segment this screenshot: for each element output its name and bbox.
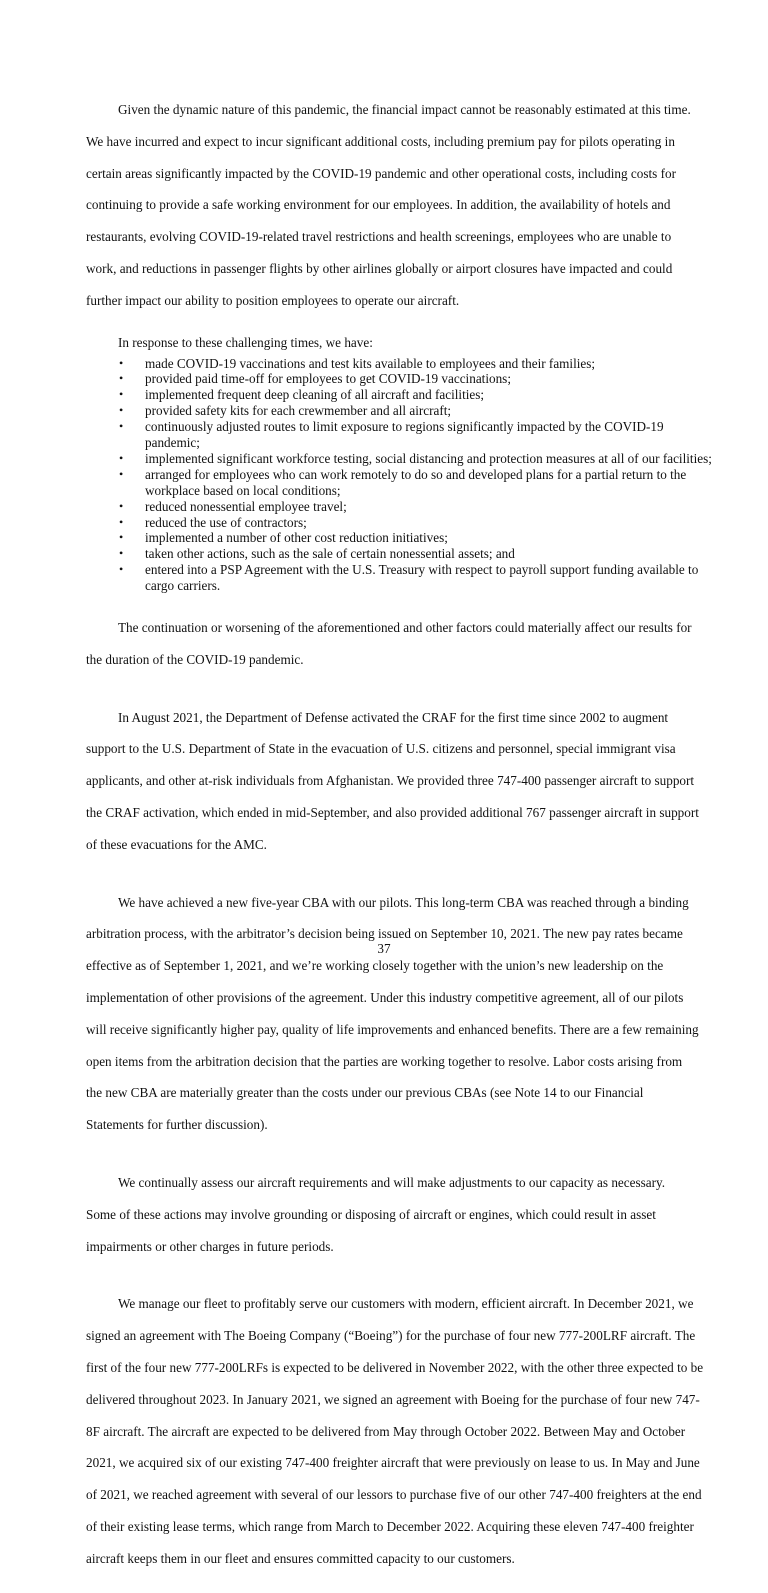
text-line: continuously adjusted routes to limit exposure to regions significantly impacted by the COVID-19 <box>145 419 664 435</box>
text-line: implemented frequent deep cleaning of all aircraft and facilities; <box>145 387 485 403</box>
bullet-icon: • <box>119 498 124 513</box>
response-bullet-list <box>86 355 712 595</box>
text-line: provided safety kits for each crewmember and all aircraft; <box>145 403 452 419</box>
bullet-icon: • <box>119 562 124 577</box>
text-line: entered into a PSP Agreement with the U.S. Treasury with respect to payroll support funding available to <box>145 562 699 578</box>
bullet-icon: • <box>119 450 124 465</box>
text-line: signed an agreement with The Boeing Company (“Boeing”) for the purchase of four new 777-200LRF aircraft. The <box>86 1328 696 1344</box>
bullet-icon: • <box>119 371 124 386</box>
paragraph-continuation <box>86 604 696 684</box>
paragraph-fleet-management <box>86 1280 704 1582</box>
bullet-icon: • <box>119 546 124 561</box>
text-line: implemented a number of other cost reduction initiatives; <box>145 530 448 546</box>
text-line: We have achieved a new five-year CBA with our pilots. This long-term CBA was reached through a binding <box>118 894 689 910</box>
text-line: open items from the arbitration decision that the parties are working together to resolve. Labor costs arising from <box>86 1053 683 1069</box>
page-number: 37 <box>377 941 391 956</box>
bullet-icon: • <box>119 355 124 370</box>
text-line: provided paid time-off for employees to get COVID-19 vaccinations; <box>145 371 511 387</box>
text-line: the new CBA are materially greater than the costs under our previous CBAs (see Note 14 to our Financial <box>86 1085 644 1101</box>
text-line: of their existing lease terms, which range from March to December 2022. Acquiring these eleven 747-400 freighter <box>86 1518 694 1534</box>
bullet-icon: • <box>119 419 124 434</box>
text-line: impairments or other charges in future periods. <box>86 1238 334 1254</box>
text-line: continuing to provide a safe working environment for our employees. In addition, the availability of hotels and <box>86 197 671 213</box>
text-line: further impact our ability to position employees to operate our aircraft. <box>86 292 460 308</box>
bullet-icon: • <box>119 387 124 402</box>
text-line: arbitration process, with the arbitrator’s decision being issued on September 10, 2021. The new pay rates became <box>86 926 683 942</box>
text-line: We manage our fleet to profitably serve our customers with modern, efficient aircraft. In December 2021, we <box>118 1296 694 1312</box>
list-item <box>86 515 696 531</box>
text-line: made COVID-19 vaccinations and test kits available to employees and their families; <box>145 355 596 371</box>
text-line: of these evacuations for the AMC. <box>86 836 267 852</box>
text-line: effective as of September 1, 2021, and we’re working closely together with the union’s new leadership on the <box>86 958 664 974</box>
text-line: In August 2021, the Department of Defense activated the CRAF for the first time since 2002 to augment <box>118 709 669 725</box>
paragraph-pilot-cba <box>86 879 699 1149</box>
text-line: work, and reductions in passenger flights by other airlines globally or airport closures have impacted and could <box>86 260 673 276</box>
text-line: arranged for employees who can work remotely to do so and developed plans for a partial return to the <box>145 466 687 482</box>
bullet-list-intro: In response to these challenging times, we have: <box>118 334 373 350</box>
text-line: Given the dynamic nature of this pandemic, the financial impact cannot be reasonably estimated at this time. <box>118 101 691 117</box>
text-line: will receive significantly higher pay, quality of life improvements and enhanced benefits. There are a few remaining <box>86 1021 699 1037</box>
text-line: The continuation or worsening of the aforementioned and other factors could materially affect our results for <box>118 620 692 635</box>
list-item <box>86 356 696 372</box>
text-line: support to the U.S. Department of State in the evacuation of U.S. citizens and personnel, special immigrant visa <box>86 741 676 757</box>
text-line: of 2021, we reached agreement with several of our lessors to purchase five of our other 747-400 freighters at the end <box>86 1487 702 1503</box>
text-line: reduced the use of contractors; <box>145 514 307 530</box>
bullet-icon: • <box>119 403 124 418</box>
text-line: the duration of the COVID-19 pandemic. <box>86 651 304 667</box>
text-line: pandemic; <box>145 435 200 451</box>
text-line: delivered throughout 2023. In January 2021, we signed an agreement with Boeing for the purchase of four new 747- <box>86 1391 700 1407</box>
bullet-icon: • <box>119 466 124 481</box>
list-item <box>86 562 699 594</box>
text-line: cargo carriers. <box>145 578 221 594</box>
text-line: workplace based on local conditions; <box>145 482 341 498</box>
bullet-icon: • <box>119 514 124 529</box>
text-line: 8F aircraft. The aircraft are expected to be delivered from May through October 2022. Between May and October <box>86 1423 686 1439</box>
list-item <box>86 371 696 387</box>
list-item <box>86 467 696 499</box>
paragraph-financial-impact <box>86 86 696 325</box>
list-item <box>86 419 696 451</box>
list-item <box>86 546 696 562</box>
list-item <box>86 450 712 467</box>
text-line: 2021, we acquired six of our existing 747-400 freighter aircraft that were previously on lease to us. In May and June <box>86 1455 700 1471</box>
list-item <box>86 530 696 546</box>
paragraph-aircraft-requirements <box>86 1159 696 1270</box>
paragraph-craf-activation <box>86 694 699 869</box>
text-line: taken other actions, such as the sale of certain nonessential assets; and <box>145 546 515 562</box>
text-line: Some of these actions may involve grounding or disposing of aircraft or engines, which could result in asset <box>86 1206 656 1222</box>
text-line: restaurants, evolving COVID-19-related travel restrictions and health screenings, employees who are unable to <box>86 229 672 245</box>
list-item <box>86 499 696 515</box>
text-line: We continually assess our aircraft requirements and will make adjustments to our capacity as necessary. <box>118 1174 666 1190</box>
list-item <box>86 387 696 403</box>
text-line: applicants, and other at-risk individuals from Afghanistan. We provided three 747-400 passenger aircraft to support <box>86 773 695 789</box>
text-line: implementation of other provisions of the agreement. Under this industry competitive agreement, all of our pilots <box>86 989 684 1005</box>
text-line: the CRAF activation, which ended in mid-September, and also provided additional 767 passenger aircraft in support <box>86 804 699 820</box>
bullet-icon: • <box>119 530 124 545</box>
document-page <box>86 86 712 1593</box>
text-line: We have incurred and expect to incur significant additional costs, including premium pay for pilots operating in <box>86 133 675 149</box>
text-line: certain areas significantly impacted by the COVID-19 pandemic and other operational costs, including costs for <box>86 165 676 181</box>
text-line: aircraft keeps them in our fleet and ensures committed capacity to our customers. <box>86 1550 515 1566</box>
list-item <box>86 403 696 419</box>
text-line: first of the four new 777-200LRFs is expected to be delivered in November 2022, with the other three expected to be <box>86 1359 704 1375</box>
text-line: Statements for further discussion). <box>86 1117 268 1133</box>
text-line: implemented significant workforce testing, social distancing and protection measures at all of our facilities; <box>145 450 712 466</box>
text-line: reduced nonessential employee travel; <box>145 498 347 514</box>
